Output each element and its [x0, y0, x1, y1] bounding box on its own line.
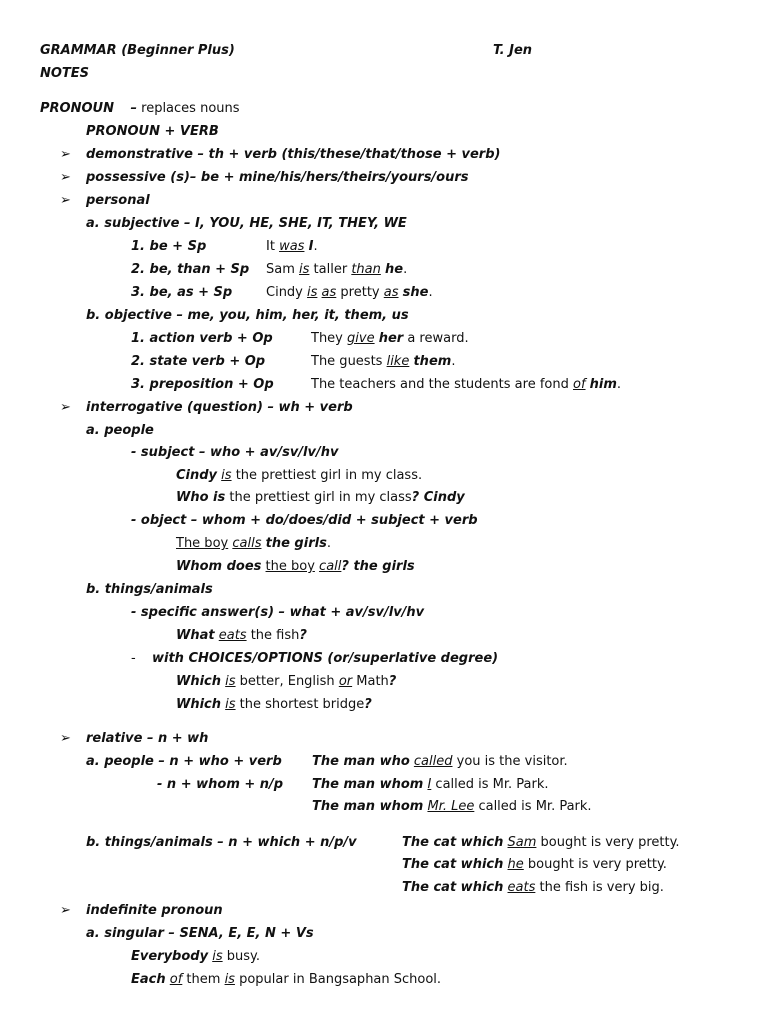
interrogative-example-7: Which is the shortest bridge?	[176, 697, 372, 712]
subjective-example-2: Sam is taller than he.	[266, 262, 408, 277]
subjective-rule-2: 2. be, than + Sp	[131, 262, 250, 277]
interrogative-example-6: Which is better, English or Math?	[176, 674, 397, 689]
relative-example-4: The cat which Sam bought is very pretty.	[402, 835, 680, 850]
relative-example-1: The man who called you is the visitor.	[312, 754, 568, 769]
pronoun-formula: PRONOUN + VERB	[86, 124, 219, 139]
objective-rule-1: 1. action verb + Op	[131, 331, 273, 346]
pronoun-dash: –	[130, 101, 137, 116]
interrogative-label: interrogative (question) – wh + verb	[86, 400, 353, 415]
document-subtitle: NOTES	[40, 66, 90, 81]
interrogative-example-4: Whom does the boy call? the girls	[176, 559, 415, 574]
interrogative-choices-dash: -	[131, 651, 136, 666]
indefinite-example-1: Everybody is busy.	[131, 949, 260, 964]
document-title: GRAMMAR (Beginner Plus)	[40, 43, 235, 58]
relative-people-rule-2: - n + whom + n/p	[157, 777, 284, 792]
indefinite-example-2: Each of them is popular in Bangsaphan School.	[131, 972, 442, 987]
pronoun-definition-line	[40, 100, 240, 118]
possessive-rule: possessive (s)– be + mine/his/hers/theirs/yours/ours	[86, 170, 469, 185]
relative-label: relative – n + wh	[86, 731, 209, 746]
objective-rule-2: 2. state verb + Op	[131, 354, 266, 369]
interrogative-example-3: The boy calls the girls.	[176, 536, 331, 551]
pronoun-term: PRONOUN	[40, 101, 114, 116]
bullet-arrow-icon: ➢	[60, 193, 71, 208]
interrogative-specific-rule: - specific answer(s) – what + av/sv/lv/hv	[131, 605, 425, 620]
subjective-example-1: It was I.	[266, 239, 318, 254]
relative-example-2: The man whom I called is Mr. Park.	[312, 777, 549, 792]
bullet-arrow-icon: ➢	[60, 170, 71, 185]
objective-example-3: The teachers and the students are fond of him.	[311, 377, 622, 392]
subjective-heading: a. subjective – I, YOU, HE, SHE, IT, THEY, WE	[86, 216, 407, 231]
demonstrative-rule: demonstrative – th + verb (this/these/that/those + verb)	[86, 147, 501, 162]
bullet-arrow-icon: ➢	[60, 903, 71, 918]
relative-example-3: The man whom Mr. Lee called is Mr. Park.	[312, 799, 592, 814]
interrogative-object-rule: - object – whom + do/does/did + subject + verb	[131, 513, 478, 528]
objective-example-1: They give her a reward.	[311, 331, 469, 346]
bullet-arrow-icon: ➢	[60, 731, 71, 746]
interrogative-things: b. things/animals	[86, 582, 213, 597]
interrogative-example-2: Who is the prettiest girl in my class? Cindy	[176, 490, 465, 505]
author-name: T. Jen	[493, 43, 533, 58]
pronoun-definition: replaces nouns	[141, 101, 240, 116]
personal-label: personal	[86, 193, 150, 208]
subjective-rule-3: 3. be, as + Sp	[131, 285, 233, 300]
interrogative-example-5: What eats the fish?	[176, 628, 307, 643]
objective-rule-3: 3. preposition + Op	[131, 377, 274, 392]
bullet-arrow-icon: ➢	[60, 400, 71, 415]
indefinite-label: indefinite pronoun	[86, 903, 223, 918]
subjective-rule-1: 1. be + Sp	[131, 239, 207, 254]
interrogative-example-1: Cindy is the prettiest girl in my class.	[176, 468, 423, 483]
relative-things-rule: b. things/animals – n + which + n/p/v	[86, 835, 357, 850]
relative-example-6: The cat which eats the fish is very big.	[402, 880, 664, 895]
relative-people-rule-1: a. people – n + who + verb	[86, 754, 282, 769]
objective-heading: b. objective – me, you, him, her, it, them, us	[86, 308, 409, 323]
interrogative-choices-rule: with CHOICES/OPTIONS (or/superlative degree)	[152, 651, 499, 666]
objective-example-2: The guests like them.	[311, 354, 456, 369]
interrogative-subject-rule: - subject – who + av/sv/lv/hv	[131, 445, 339, 460]
relative-example-5: The cat which he bought is very pretty.	[402, 857, 667, 872]
indefinite-singular-rule: a. singular – SENA, E, E, N + Vs	[86, 926, 314, 941]
bullet-arrow-icon: ➢	[60, 147, 71, 162]
subjective-example-3: Cindy is as pretty as she.	[266, 285, 433, 300]
interrogative-people: a. people	[86, 423, 154, 438]
